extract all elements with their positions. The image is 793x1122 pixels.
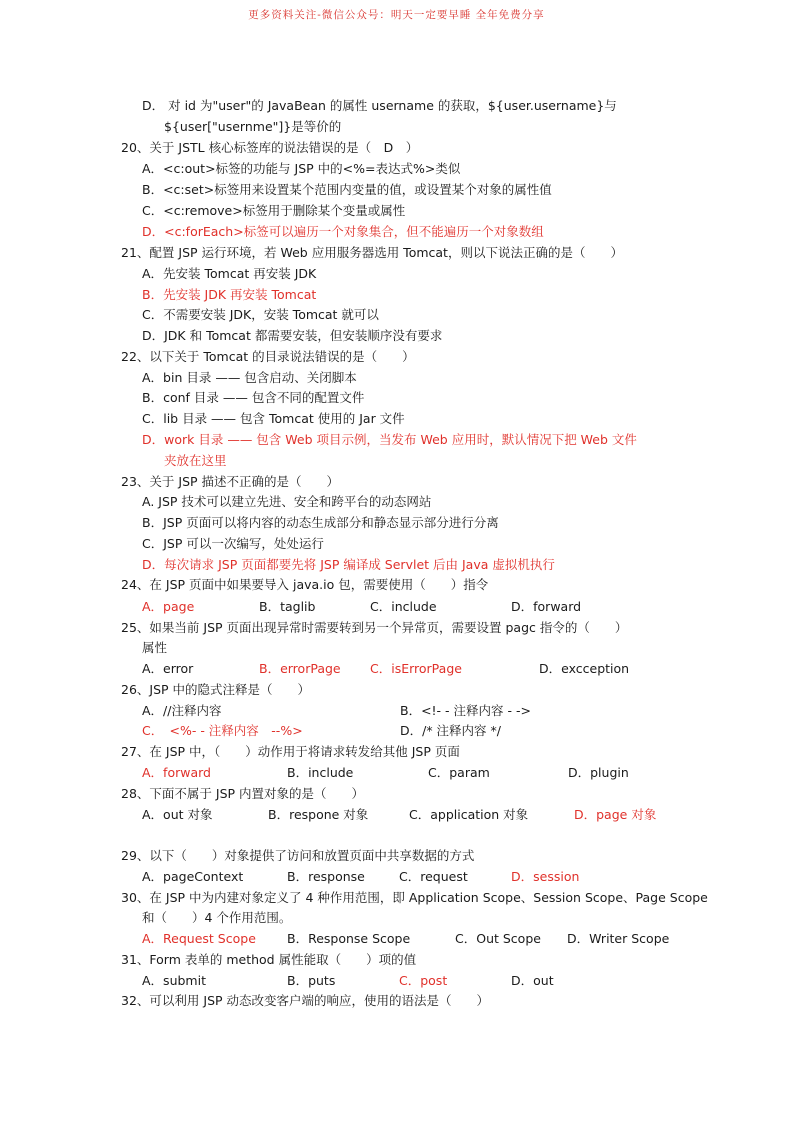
q26-option-d: D．/* 注释内容 */ (400, 723, 501, 738)
q26-option-b: B．<!- - 注释内容 - -> (400, 703, 531, 718)
q28-option-b: B．respone 对象 (268, 807, 369, 822)
q27-options-row (0, 765, 793, 781)
q25-option-d: D．excception (539, 661, 630, 676)
q26-option-a: A．//注释内容 (142, 703, 222, 718)
question-30-cont: 和（ ）4 个作用范围。 (142, 910, 292, 925)
q27-option-c: C．param (428, 765, 490, 780)
q28-options-row (0, 807, 793, 823)
q28-option-a: A．out 对象 (142, 807, 213, 822)
q23-option-d-answer: D．每次请求 JSP 页面都要先将 JSP 编译成 Servlet 后由 Java 虚拟机执行 (142, 557, 555, 572)
q21-option-c: C．不需要安装 JDK，安装 Tomcat 就可以 (142, 307, 379, 322)
question-21: 21、配置 JSP 运行环境，若 Web 应用服务器选用 Tomcat，则以下说法正确的是（ ） (121, 245, 623, 260)
q27-option-b: B．include (287, 765, 354, 780)
q22-option-d-answer: D．work 目录 —— 包含 Web 项目示例，当发布 Web 应用时，默认情况下把 Web 文件 (142, 432, 637, 447)
q30-option-d: D．Writer Scope (567, 931, 670, 946)
q27-option-d: D．plugin (568, 765, 629, 780)
q31-options-row (0, 973, 793, 989)
q20-option-a: A．<c:out>标签的功能与 JSP 中的<%=表达式%>类似 (142, 161, 461, 176)
q25-option-c-answer: C．isErrorPage (370, 661, 462, 676)
question-23: 23、关于 JSP 描述不正确的是（ ） (121, 474, 340, 489)
page-header-banner: 更多资料关注-微信公众号：明天一定要早睡 全年免费分享 (248, 9, 545, 21)
q20-option-b: B．<c:set>标签用来设置某个范围内变量的值，或设置某个对象的属性值 (142, 182, 552, 197)
question-22: 22、以下关于 Tomcat 的目录说法错误的是（ ） (121, 349, 415, 364)
q21-option-b-answer: B．先安装 JDK 再安装 Tomcat (142, 287, 317, 302)
q25-option-a: A．error (142, 661, 194, 676)
q25-option-b-answer: B．errorPage (259, 661, 341, 676)
question-31: 31、Form 表单的 method 属性能取（ ）项的值 (121, 952, 417, 967)
q24-option-d: D．forward (511, 599, 582, 614)
q26-option-c-answer: C． <%- - 注释内容 --%> (142, 723, 303, 738)
question-20: 20、关于 JSTL 核心标签库的说法错误的是（ D ） (121, 140, 419, 155)
question-30: 30、在 JSP 中为内建对象定义了 4 种作用范围，即 Application Scope、Session Scope、Page Scope (121, 890, 708, 905)
q19-option-d: D． 对 id 为"user"的 JavaBean 的属性 username 的获取，${user.username}与 (142, 98, 617, 113)
q19-option-d-cont: ${user["usernme"]}是等价的 (164, 119, 342, 134)
question-32: 32、可以利用 JSP 动态改变客户端的响应，使用的语法是（ ） (121, 993, 490, 1008)
question-27: 27、在 JSP 中，（ ）动作用于将请求转发给其他 JSP 页面 (121, 744, 460, 759)
q31-option-a: A．submit (142, 973, 206, 988)
question-25: 25、如果当前 JSP 页面出现异常时需要转到另一个异常页，需要设置 pagc 指令的（ ） (121, 620, 628, 635)
q24-options-row (0, 599, 793, 615)
question-28: 28、下面不属于 JSP 内置对象的是（ ） (121, 786, 365, 801)
q29-option-c: C．request (399, 869, 468, 884)
q26-options-row-2 (0, 723, 793, 739)
q30-option-b: B．Response Scope (287, 931, 411, 946)
q24-option-a-answer: A．page (142, 599, 195, 614)
q20-option-c: C．<c:remove>标签用于删除某个变量或属性 (142, 203, 406, 218)
q23-option-a: A. JSP 技术可以建立先进、安全和跨平台的动态网站 (142, 494, 432, 509)
q22-option-a: A．bin 目录 —— 包含启动、关闭脚本 (142, 370, 357, 385)
q23-option-b: B．JSP 页面可以将内容的动态生成部分和静态显示部分进行分离 (142, 515, 499, 530)
question-26: 26、JSP 中的隐式注释是（ ） (121, 682, 311, 697)
question-24: 24、在 JSP 页面中如果要导入 java.io 包，需要使用（ ）指令 (121, 577, 489, 592)
q22-option-d-answer-cont: 夹放在这里 (164, 453, 227, 468)
q28-option-d-answer: D．page 对象 (574, 807, 657, 822)
q30-option-a-answer: A．Request Scope (142, 931, 256, 946)
q20-option-d-answer: D．<c:forEach>标签可以遍历一个对象集合，但不能遍历一个对象数组 (142, 224, 544, 239)
q28-option-c: C．application 对象 (409, 807, 529, 822)
q26-options-row-1 (0, 703, 793, 719)
q24-option-b: B．taglib (259, 599, 316, 614)
question-29: 29、以下（ ）对象提供了访问和放置页面中共享数据的方式 (121, 848, 475, 863)
q27-option-a-answer: A．forward (142, 765, 211, 780)
q31-option-b: B．puts (287, 973, 336, 988)
q29-options-row (0, 869, 793, 885)
q25-options-row (0, 661, 793, 677)
q23-option-c: C．JSP 可以一次编写，处处运行 (142, 536, 324, 551)
q21-option-d: D．JDK 和 Tomcat 都需要安装，但安装顺序没有要求 (142, 328, 443, 343)
q29-option-b: B．response (287, 869, 365, 884)
q21-option-a: A．先安装 Tomcat 再安装 JDK (142, 266, 317, 281)
q22-option-c: C．lib 目录 —— 包含 Tomcat 使用的 Jar 文件 (142, 411, 405, 426)
q31-option-d: D．out (511, 973, 554, 988)
q30-options-row (0, 931, 793, 947)
q29-option-d-answer: D．session (511, 869, 580, 884)
q22-option-b: B．conf 目录 —— 包含不同的配置文件 (142, 390, 365, 405)
question-25-cont: 属性 (142, 640, 168, 655)
q30-option-c: C．Out Scope (455, 931, 541, 946)
q31-option-c-answer: C．post (399, 973, 448, 988)
q29-option-a: A．pageContext (142, 869, 244, 884)
q24-option-c: C．include (370, 599, 437, 614)
